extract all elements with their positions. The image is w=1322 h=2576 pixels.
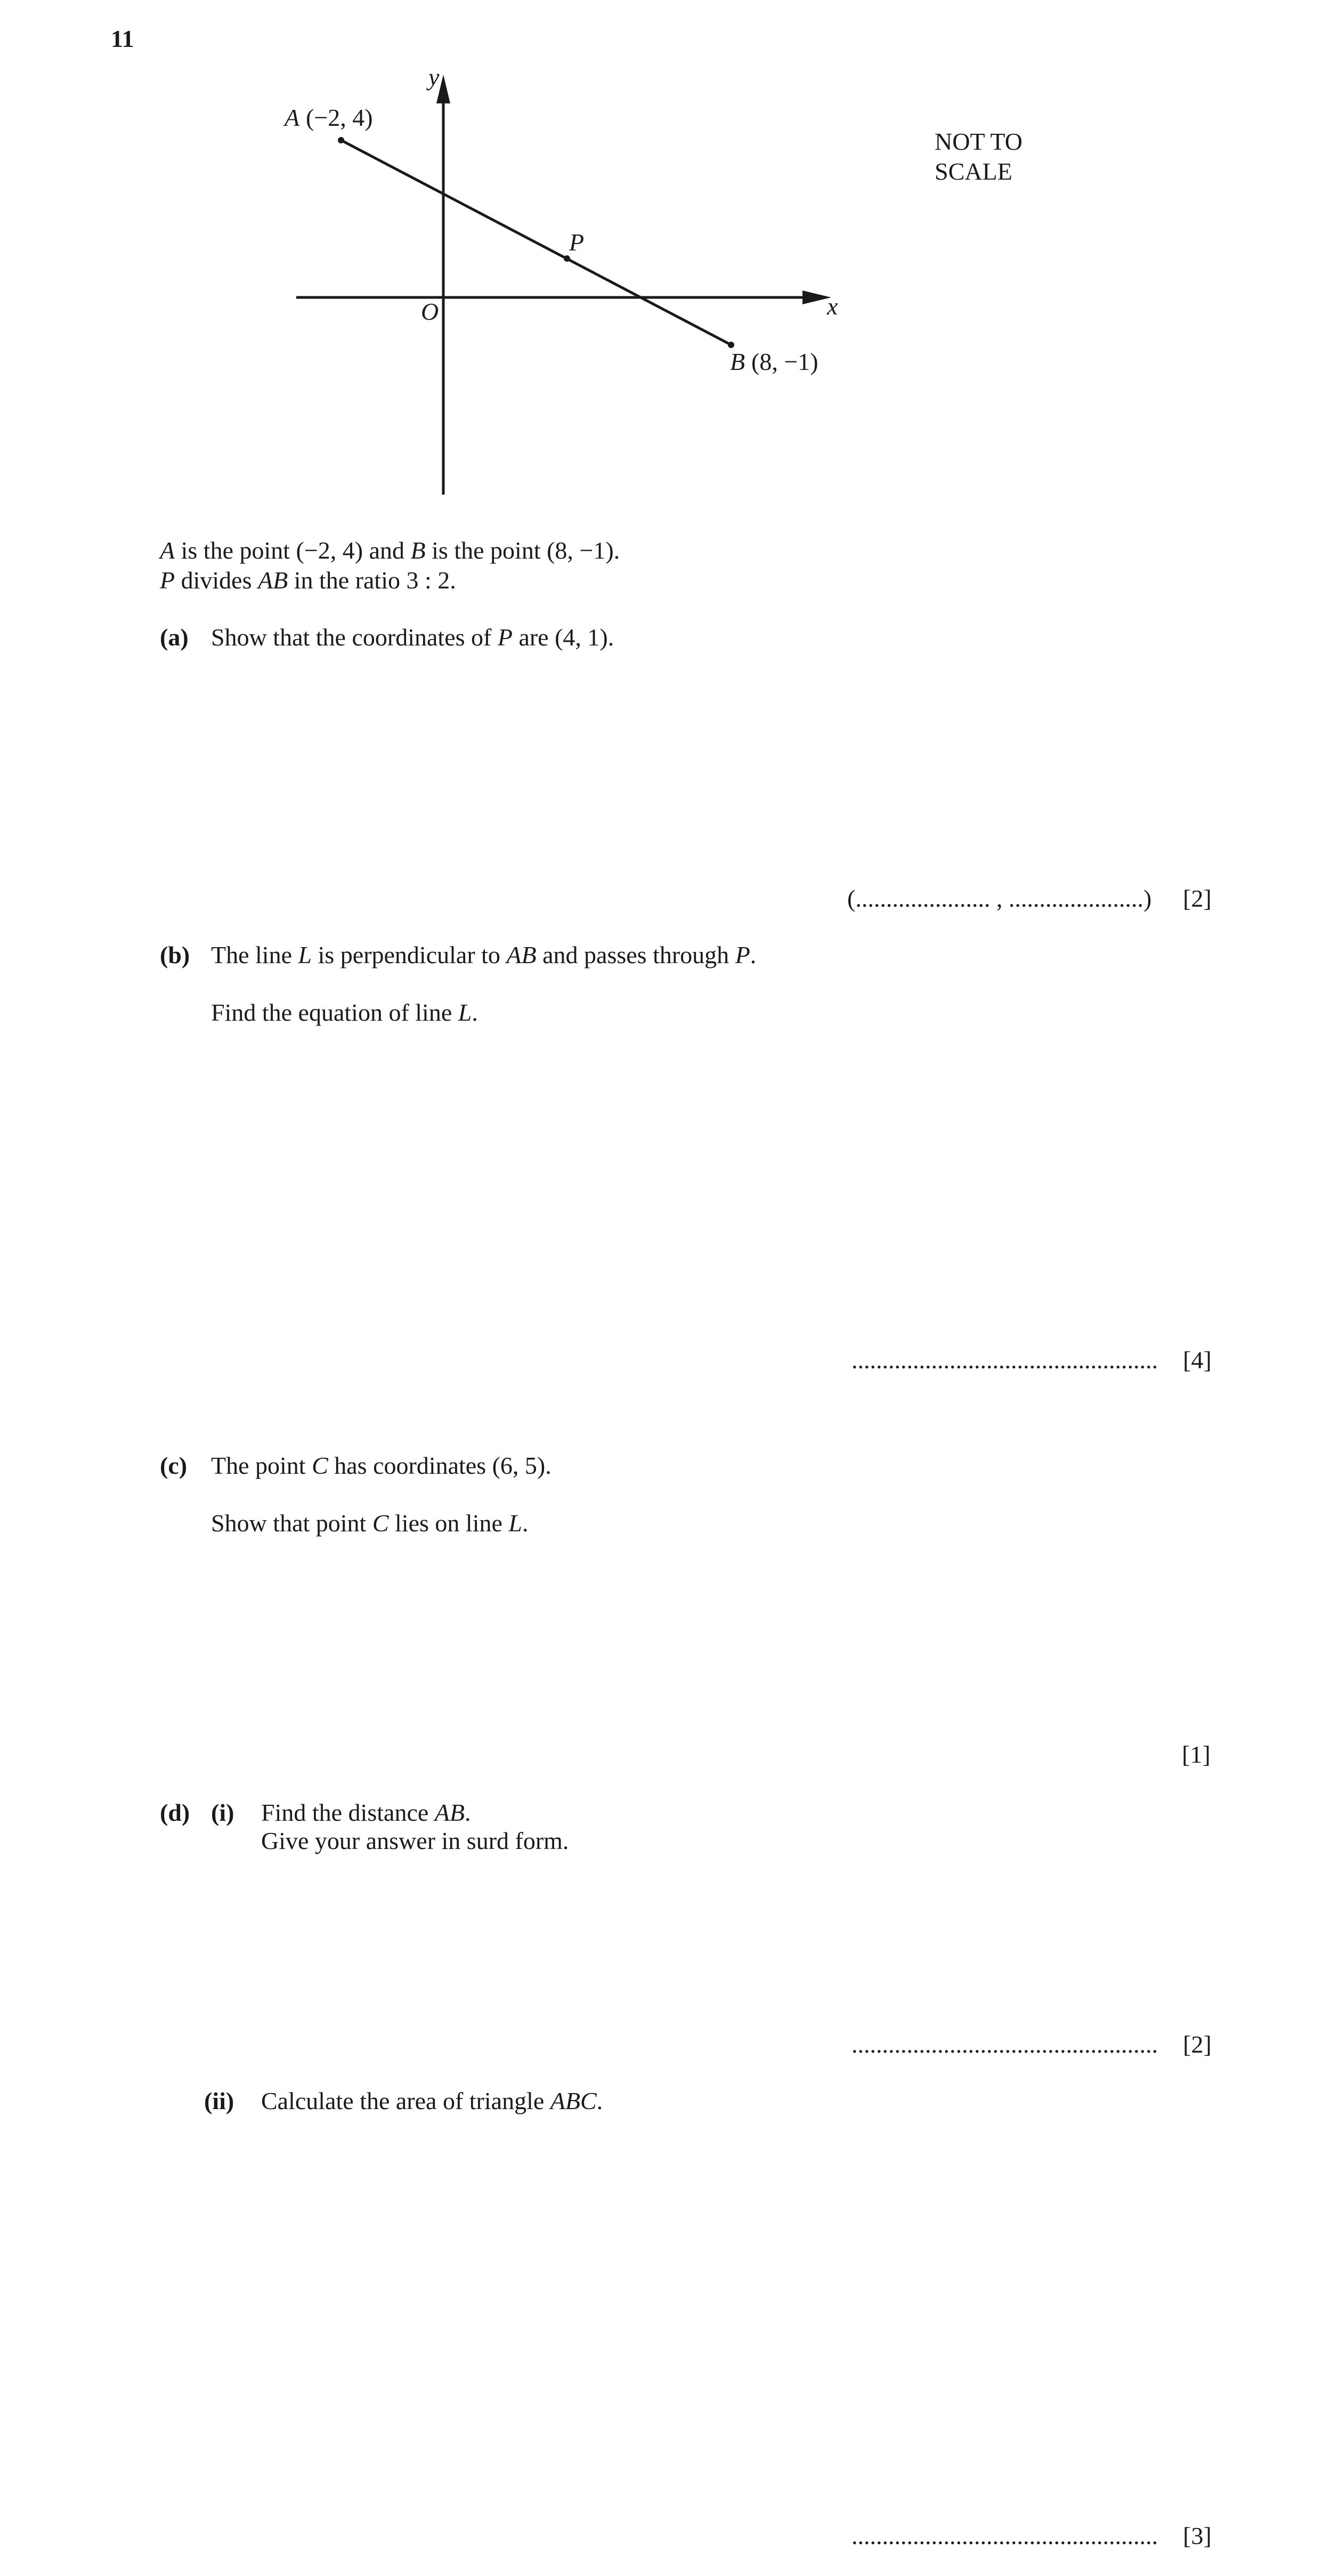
part-a-label: (a) (160, 624, 189, 651)
question-number: 11 (111, 25, 134, 52)
point-a (338, 137, 344, 143)
point-p-label: P (569, 229, 585, 256)
point-b (728, 342, 734, 348)
part-d-ii-line-1: Calculate the area of triangle ABC. (261, 2087, 603, 2114)
part-d-i-line-2: Give your answer in surd form. (261, 1827, 569, 1854)
intro-line-1: A is the point (−2, 4) and B is the point (8, −1). (160, 537, 620, 564)
part-d-label: (d) (160, 1799, 190, 1826)
point-a-letter: A (285, 104, 300, 131)
part-c-line-2: Show that point C lies on line L. (211, 1509, 529, 1537)
part-b-line-1: The line L is perpendicular to AB and passes through P. (211, 941, 757, 968)
point-b-coords: (8, −1) (751, 348, 818, 375)
part-a-answer-line[interactable]: (...................... , ......................) (847, 885, 1152, 912)
part-d-ii-marks: [3] (1183, 2522, 1212, 2549)
part-d-i-line-1: Find the distance AB. (261, 1799, 471, 1826)
part-b-answer-line[interactable]: .................................................. (851, 1346, 1158, 1374)
part-b-label: (b) (160, 941, 190, 968)
part-c-line-1: The point C has coordinates (6, 5). (211, 1452, 551, 1479)
origin-label: O (421, 298, 439, 325)
point-p (564, 255, 570, 262)
part-b-line-2: Find the equation of line L. (211, 999, 478, 1026)
part-d-ii-label: (ii) (204, 2087, 234, 2114)
point-a-coords: (−2, 4) (306, 104, 373, 131)
part-a-text: Show that the coordinates of P are (4, 1). (211, 624, 614, 651)
coordinate-diagram (0, 0, 1322, 512)
point-b-letter: B (730, 348, 745, 375)
part-d-i-marks: [2] (1183, 2031, 1212, 2058)
line-segment-ab (341, 140, 731, 345)
intro-line-2: P divides AB in the ratio 3 : 2. (160, 567, 456, 594)
not-to-scale-line1: NOT TO (935, 128, 1023, 155)
part-d-i-label: (i) (211, 1799, 234, 1826)
part-c-label: (c) (160, 1452, 188, 1479)
y-axis-label: y (428, 63, 440, 91)
part-a-marks: [2] (1183, 885, 1212, 912)
part-d-i-answer-line[interactable]: .................................................. (851, 2031, 1158, 2058)
part-d-ii-answer-line[interactable]: .................................................. (851, 2522, 1158, 2549)
part-c-marks: [1] (1182, 1741, 1211, 1768)
x-axis-label: x (827, 293, 838, 320)
not-to-scale-line2: SCALE (935, 158, 1012, 185)
part-b-marks: [4] (1183, 1346, 1212, 1374)
